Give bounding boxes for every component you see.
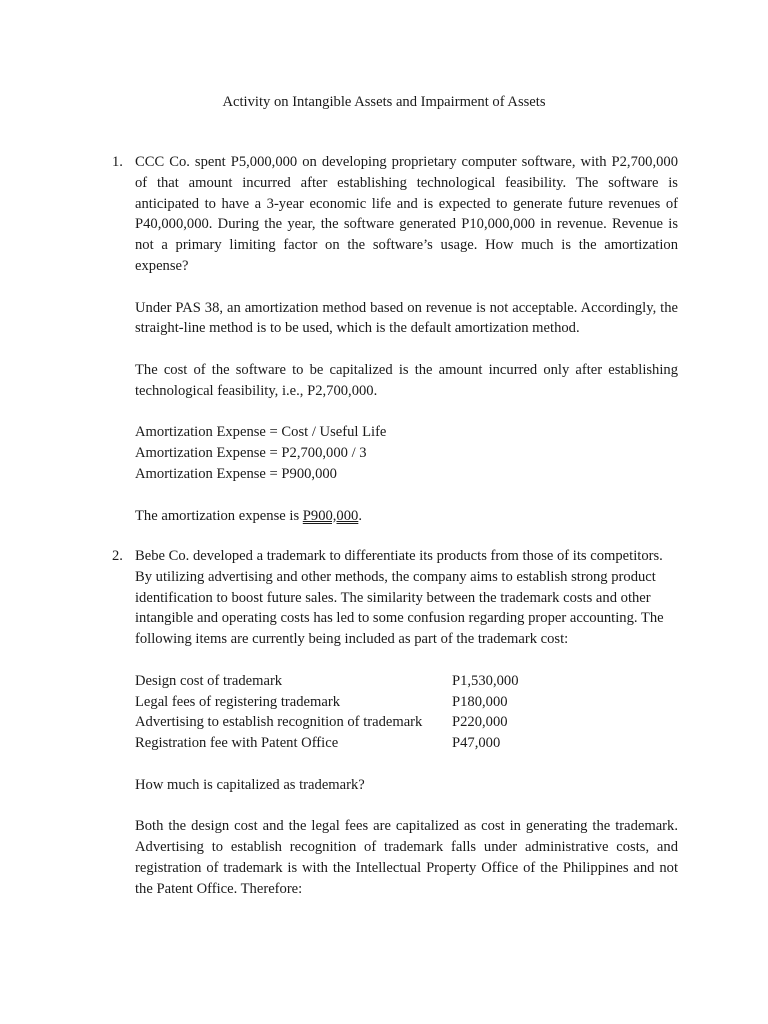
cost-label: Registration fee with Patent Office [135,735,339,752]
cost-row [135,733,678,754]
question-2-ask: How much is capitalized as trademark? [135,776,365,793]
conclusion-suffix: . [358,507,362,524]
question-2 [112,546,678,900]
question-2-number: 2. [112,548,123,564]
question-2-text: Bebe Co. developed a trademark to differentiate its products from those of its competitors. By utilizing advertising and other methods, the company aims to establish strong product identification to boost future sales. The similarity between the trademark costs and other intangible and operating costs has led to some confusion regarding proper accounting. The following items are currently being included as part of the trademark cost: [135,548,664,648]
question-1 [112,152,678,526]
cost-amount: P1,530,000 [452,672,519,689]
trademark-cost-list [135,671,678,754]
question-1-number: 1. [112,154,123,170]
question-1-conclusion [135,506,678,527]
page-title: Activity on Intangible Assets and Impairment of Assets [222,94,546,110]
cost-label: Advertising to establish recognition of trademark [135,714,423,731]
cost-row [135,692,678,713]
cost-row [135,671,678,692]
cost-amount: P220,000 [452,714,508,731]
question-1-formula-1: Amortization Expense = Cost / Useful Life [135,424,387,441]
question-2-answer: Both the design cost and the legal fees are capitalized as cost in generating the trademark. Advertising to establish recognition of trademark falls under administrative costs, and registration of trademark is with the Intellectual Property Office of the Philippines and not the Patent Office. Therefore: [135,818,678,897]
cost-label: Design cost of trademark [135,672,283,689]
question-1-para-pas38: Under PAS 38, an amortization method based on revenue is not acceptable. Accordingly, the straight-line method is to be used, which is the default amortization method. [135,299,678,337]
question-1-formula-3: Amortization Expense = P900,000 [135,465,337,482]
question-1-text: CCC Co. spent P5,000,000 on developing proprietary computer software, with P2,700,000 of that amount incurred after establishing technological feasibility. The software is anticipated to have a 3-year economic life and is expected to generate future revenues of P40,000,000. During the year, the software generated P10,000,000 in revenue. Revenue is not a primary limiting factor on the software’s usage. How much is the amortization expense? [135,154,678,274]
cost-label: Legal fees of registering trademark [135,693,341,710]
cost-row [135,712,678,733]
cost-amount: P47,000 [452,735,501,752]
question-1-formula-2: Amortization Expense = P2,700,000 / 3 [135,445,367,462]
question-1-para-cost: The cost of the software to be capitalized is the amount incurred only after establishing technological feasibility, i.e., P2,700,000. [135,361,678,399]
conclusion-prefix: The amortization expense is [135,507,303,524]
conclusion-value: P900,000 [302,507,359,524]
cost-amount: P180,000 [452,693,508,710]
